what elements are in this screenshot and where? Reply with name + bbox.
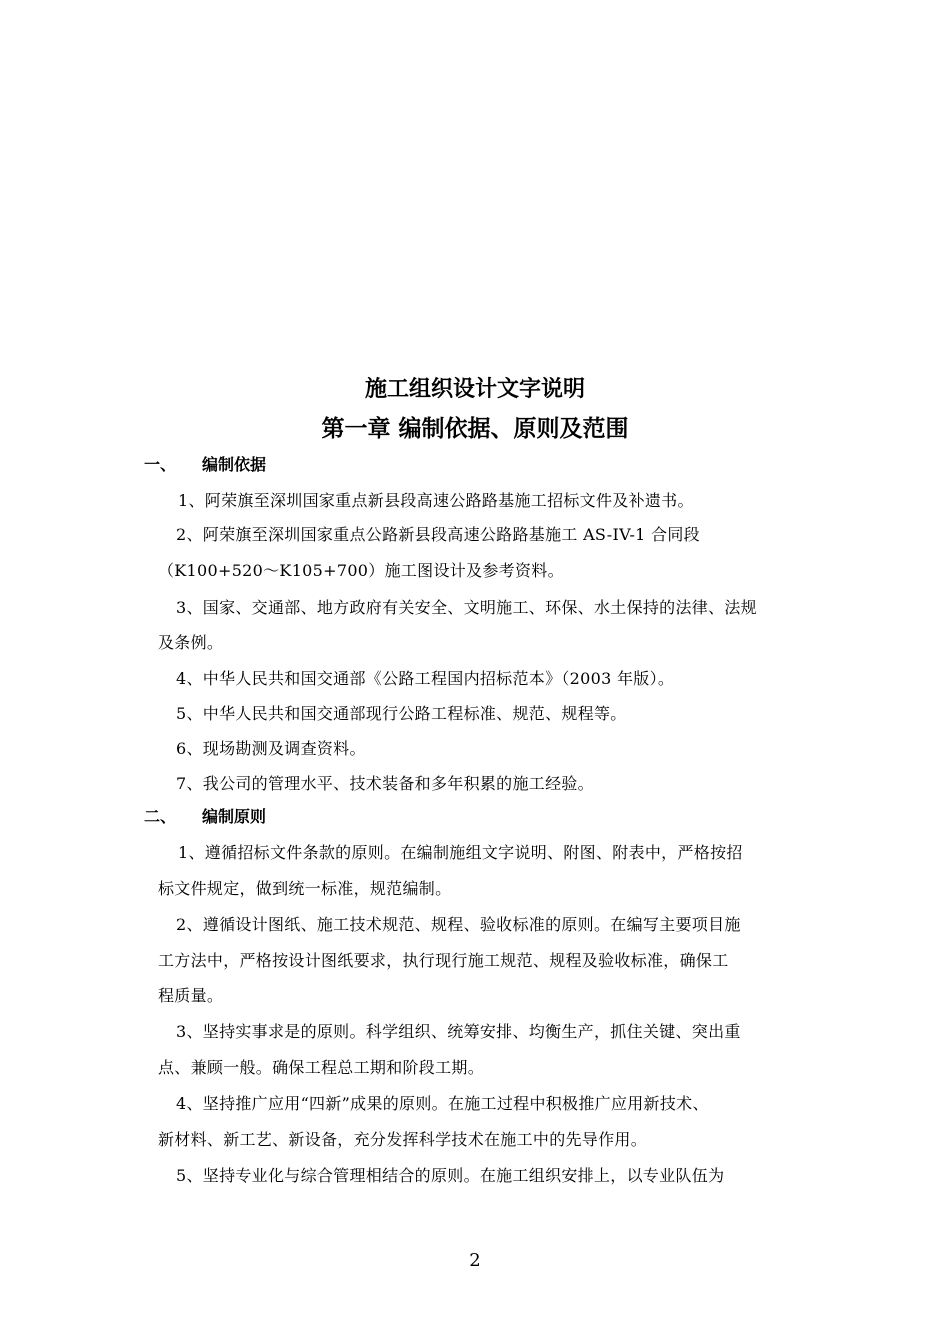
paragraph-line: 程质量。 [158,986,224,1005]
section-title: 编制原则 [202,807,267,826]
paragraph-line: （K100+520～K105+700）施工图设计及参考资料。 [158,561,564,580]
paragraph-line: 6、现场勘测及调查资料。 [176,739,366,758]
paragraph-line: 及条例。 [158,633,224,652]
section-number: 二、 [144,807,177,826]
paragraph-line: 4、中华人民共和国交通部《公路工程国内招标范本》（2003 年版）。 [176,669,675,688]
paragraph-line: 3、坚持实事求是的原则。科学组织、统筹安排、均衡生产，抓住关键、突出重 [176,1022,741,1041]
paragraph-line: 3、国家、交通部、地方政府有关安全、文明施工、环保、水土保持的法律、法规 [176,598,757,617]
paragraph-line: 5、中华人民共和国交通部现行公路工程标准、规范、规程等。 [176,704,627,723]
section-heading-basis [144,452,266,475]
paragraph-line: 工方法中，严格按设计图纸要求，执行现行施工规范、规程及验收标准，确保工 [158,951,729,970]
paragraph-line: 1、遵循招标文件条款的原则。在编制施组文字说明、附图、附表中，严格按招 [178,843,743,862]
page-number: 2 [469,1250,481,1271]
paragraph-line: 点、兼顾一般。确保工程总工期和阶段工期。 [158,1058,485,1077]
section-heading-principles [144,804,266,827]
section-title: 编制依据 [202,455,267,474]
paragraph-line: 标文件规定，做到统一标准，规范编制。 [158,879,452,898]
chapter-title: 第一章 编制依据、原则及范围 [321,416,629,442]
paragraph-line: 2、遵循设计图纸、施工技术规范、规程、验收标准的原则。在编写主要项目施 [176,915,741,934]
section-number: 一、 [144,455,177,474]
paragraph-line: 1、阿荣旗至深圳国家重点新县段高速公路路基施工招标文件及补遗书。 [178,491,694,510]
paragraph-line: 新材料、新工艺、新设备，充分发挥科学技术在施工中的先导作用。 [158,1130,648,1149]
document-title: 施工组织设计文字说明 [364,377,585,402]
paragraph-line: 5、坚持专业化与综合管理相结合的原则。在施工组织安排上，以专业队伍为 [176,1166,725,1185]
paragraph-line: 7、我公司的管理水平、技术装备和多年积累的施工经验。 [176,774,594,793]
paragraph-line: 4、坚持推广应用“四新”成果的原则。在施工过程中积极推广应用新技术、 [176,1094,709,1113]
paragraph-line: 2、阿荣旗至深圳国家重点公路新县段高速公路路基施工 AS-IV-1 合同段 [176,525,700,544]
